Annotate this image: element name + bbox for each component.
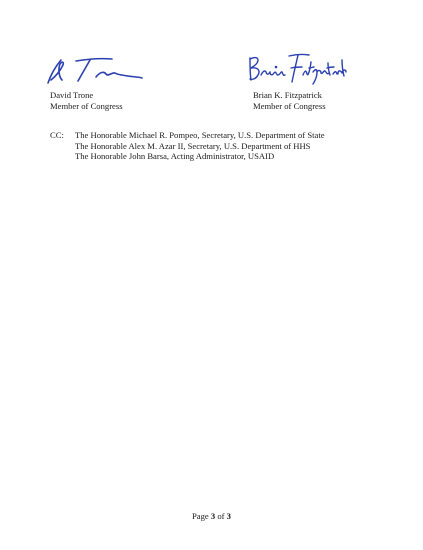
signer-name: Brian K. Fitzpatrick: [253, 90, 322, 100]
handwritten-signature-icon: [245, 48, 347, 88]
cc-label: CC:: [50, 130, 64, 140]
signer-title: Member of Congress: [50, 100, 123, 111]
signer-title: Member of Congress: [253, 100, 326, 111]
cc-recipient: The Honorable Alex M. Azar II, Secretary, U.S. Department of HHS: [75, 140, 311, 151]
total-pages: 3: [226, 511, 231, 521]
page-prefix: Page: [192, 511, 209, 521]
cc-recipient: The Honorable Michael R. Pompeo, Secretary, U.S. Department of State: [75, 130, 325, 140]
signer-block-right: [253, 90, 326, 111]
cc-recipient: The Honorable John Barsa, Acting Administrator, USAID: [75, 151, 275, 161]
page-of-word: of: [217, 511, 225, 521]
signer-block-left: [50, 90, 123, 111]
page-number: [0, 511, 423, 521]
current-page: 3: [210, 511, 216, 521]
signature-brian-fitzpatrick: [245, 48, 347, 88]
signer-name: David Trone: [50, 90, 94, 100]
handwritten-signature-icon: [42, 50, 144, 90]
signature-david-trone: [42, 50, 144, 90]
cc-recipient-list: [75, 130, 325, 162]
